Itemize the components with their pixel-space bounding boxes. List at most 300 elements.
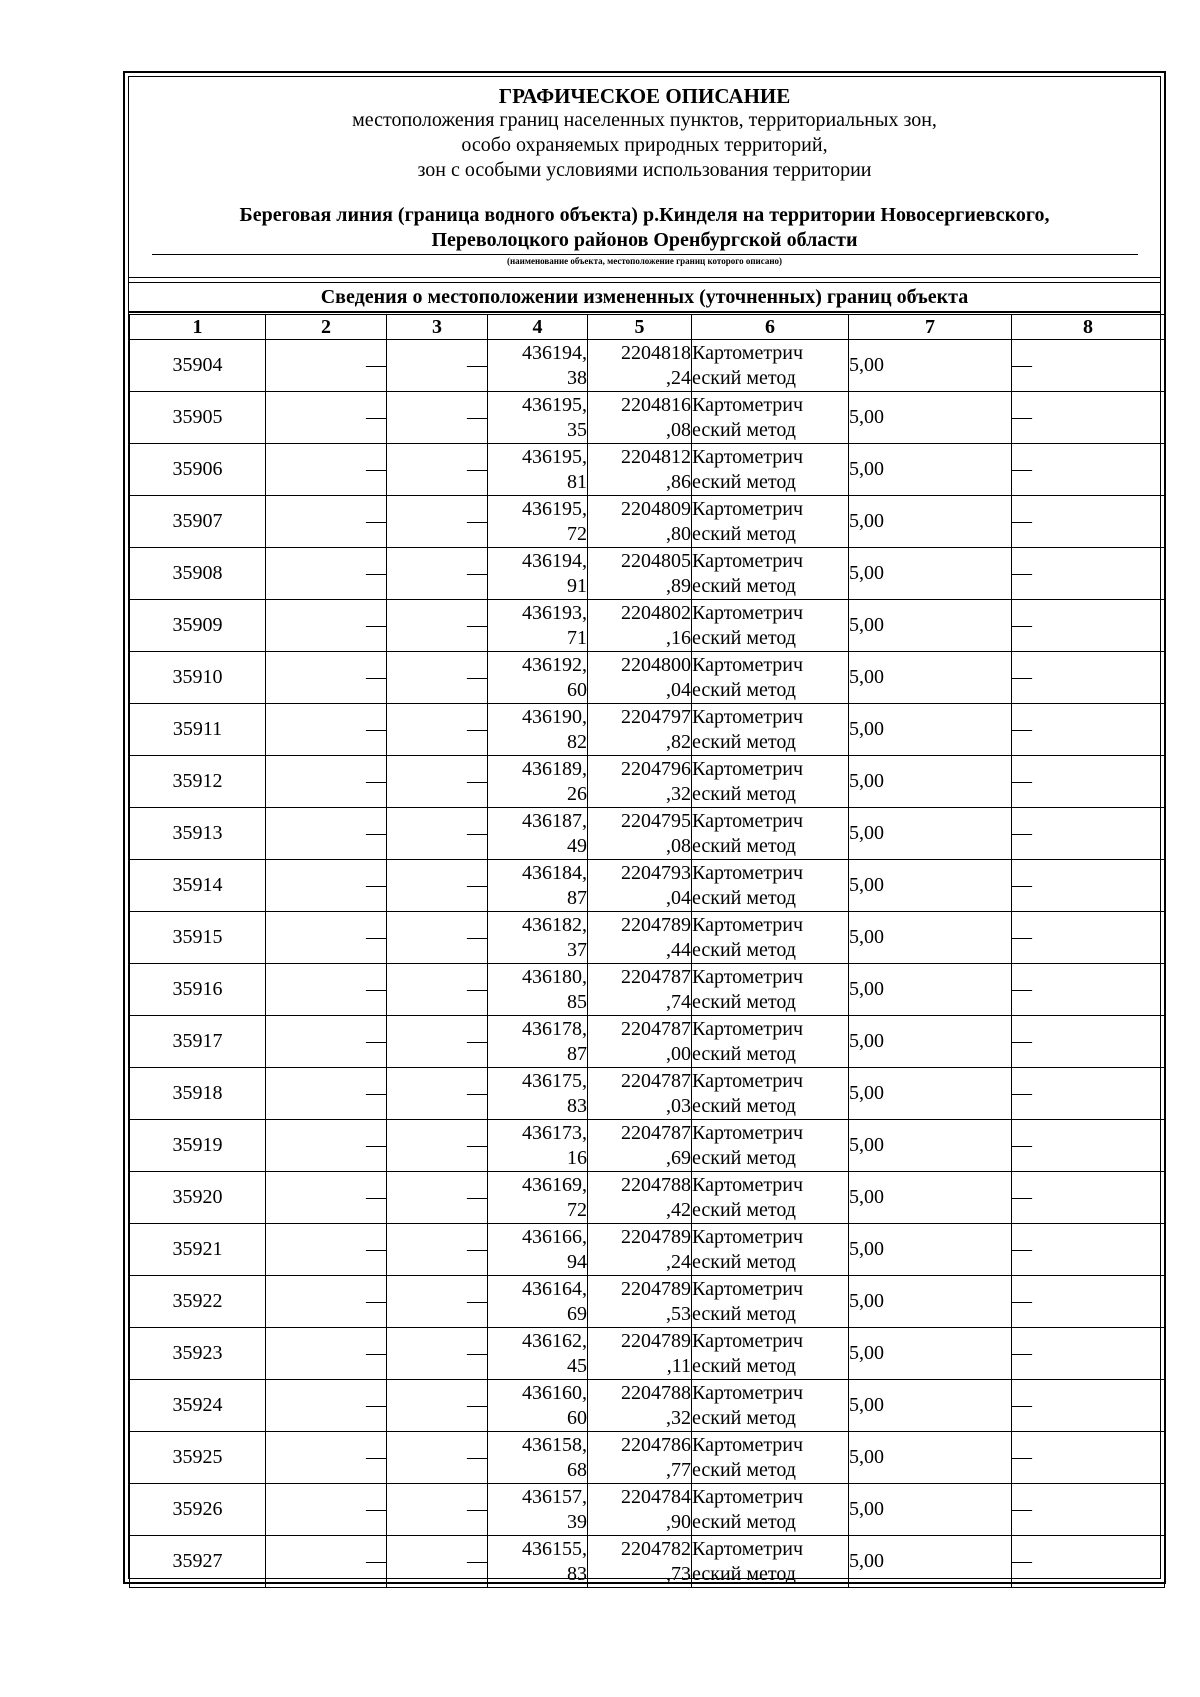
accuracy-cell: 5,00 [849,1276,1012,1328]
column-header-3: 3 [387,315,488,340]
method-cell [692,548,849,600]
column-3-cell: — [387,652,488,704]
y-coordinate-line-1: 2204787 [621,1121,691,1144]
x-coordinate-line-2: 49 [567,834,587,857]
x-coordinate-line-1: 436195, [522,445,587,468]
x-coordinate-line-1: 436187, [522,809,587,832]
point-number-cell: 35906 [130,444,266,496]
column-2-cell: — [266,756,387,808]
x-coordinate-cell [488,496,588,548]
x-coordinate-cell [488,392,588,444]
column-2-cell: — [266,1276,387,1328]
column-8-cell: — [1012,1172,1165,1224]
column-2-cell: — [266,1380,387,1432]
y-coordinate-line-2: ,73 [666,1562,691,1585]
method-line-1: Картометрич [692,913,804,936]
column-2-cell: — [266,860,387,912]
y-coordinate-line-2: ,77 [666,1458,691,1481]
column-3-cell: — [387,1016,488,1068]
x-coordinate-line-1: 436192, [522,653,587,676]
x-coordinate-line-1: 436184, [522,861,587,884]
column-8-cell: — [1012,964,1165,1016]
method-cell [692,1380,849,1432]
x-coordinate-line-1: 436193, [522,601,587,624]
table-row [130,600,1165,652]
y-coordinate-line-2: ,74 [666,990,691,1013]
column-2-cell: — [266,392,387,444]
column-3-cell: — [387,1484,488,1536]
y-coordinate-line-2: ,90 [666,1510,691,1533]
coordinates-table [129,314,1165,1588]
y-coordinate-line-2: ,80 [666,522,691,545]
x-coordinate-cell [488,1276,588,1328]
method-cell [692,1068,849,1120]
column-8-cell: — [1012,444,1165,496]
y-coordinate-cell [588,1120,692,1172]
y-coordinate-cell [588,1068,692,1120]
column-8-cell: — [1012,496,1165,548]
y-coordinate-line-2: ,04 [666,678,691,701]
table-body [130,340,1165,1588]
accuracy-cell: 5,00 [849,704,1012,756]
x-coordinate-line-2: 26 [567,782,587,805]
x-coordinate-line-2: 87 [567,1042,587,1065]
method-cell [692,1536,849,1588]
method-cell [692,1016,849,1068]
point-number-cell: 35918 [130,1068,266,1120]
x-coordinate-cell [488,964,588,1016]
y-coordinate-cell [588,444,692,496]
table-row [130,1172,1165,1224]
column-8-cell: — [1012,1380,1165,1432]
column-3-cell: — [387,808,488,860]
x-coordinate-line-2: 94 [567,1250,587,1273]
method-line-1: Картометрич [692,965,804,988]
method-line-2: еский метод [692,366,796,389]
y-coordinate-cell [588,1484,692,1536]
method-cell [692,704,849,756]
method-line-1: Картометрич [692,497,804,520]
y-coordinate-cell [588,1276,692,1328]
x-coordinate-line-1: 436195, [522,497,587,520]
column-8-cell: — [1012,1432,1165,1484]
x-coordinate-cell [488,1120,588,1172]
y-coordinate-cell [588,600,692,652]
y-coordinate-line-1: 2204787 [621,965,691,988]
point-number-cell: 35923 [130,1328,266,1380]
x-coordinate-line-1: 436160, [522,1381,587,1404]
x-coordinate-cell [488,444,588,496]
column-3-cell: — [387,704,488,756]
column-8-cell: — [1012,652,1165,704]
x-coordinate-cell [488,1536,588,1588]
x-coordinate-line-1: 436155, [522,1537,587,1560]
x-coordinate-cell [488,1224,588,1276]
method-line-2: еский метод [692,1094,796,1117]
point-number-cell: 35908 [130,548,266,600]
x-coordinate-cell [488,1328,588,1380]
subtitle-line-3: зон с особыми условиями использования территории [417,159,872,181]
column-2-cell: — [266,704,387,756]
method-line-2: еский метод [692,1458,796,1481]
y-coordinate-line-2: ,86 [666,470,691,493]
method-cell [692,1276,849,1328]
column-2-cell: — [266,912,387,964]
method-line-1: Картометрич [692,1277,804,1300]
method-cell [692,1120,849,1172]
document-frame [123,71,1166,1584]
method-line-1: Картометрич [692,809,804,832]
subtitle-line-1: местоположения границ населенных пунктов, территориальных зон, [352,109,937,131]
x-coordinate-line-2: 60 [567,1406,587,1429]
point-number-cell: 35915 [130,912,266,964]
y-coordinate-line-1: 2204802 [621,601,691,624]
column-3-cell: — [387,964,488,1016]
y-coordinate-line-1: 2204787 [621,1017,691,1040]
y-coordinate-line-2: ,08 [666,834,691,857]
accuracy-cell: 5,00 [849,1484,1012,1536]
x-coordinate-cell [488,1068,588,1120]
point-number-cell: 35922 [130,1276,266,1328]
accuracy-cell: 5,00 [849,496,1012,548]
column-3-cell: — [387,1120,488,1172]
x-coordinate-cell [488,652,588,704]
x-coordinate-cell [488,1484,588,1536]
method-line-1: Картометрич [692,393,804,416]
table-row [130,1536,1165,1588]
column-8-cell: — [1012,1328,1165,1380]
x-coordinate-line-2: 69 [567,1302,587,1325]
table-row [130,340,1165,392]
y-coordinate-line-1: 2204788 [621,1381,691,1404]
column-header-5: 5 [588,315,692,340]
method-cell [692,808,849,860]
column-3-cell: — [387,392,488,444]
y-coordinate-line-1: 2204789 [621,1277,691,1300]
accuracy-cell: 5,00 [849,1120,1012,1172]
accuracy-cell: 5,00 [849,756,1012,808]
x-coordinate-line-1: 436157, [522,1485,587,1508]
table-row [130,704,1165,756]
column-2-cell: — [266,548,387,600]
accuracy-cell: 5,00 [849,548,1012,600]
subtitle-line-2: особо охраняемых природных территорий, [461,134,828,156]
column-2-cell: — [266,496,387,548]
column-2-cell: — [266,1328,387,1380]
y-coordinate-line-1: 2204797 [621,705,691,728]
x-coordinate-cell [488,912,588,964]
method-line-1: Картометрич [692,549,804,572]
y-coordinate-line-2: ,03 [666,1094,691,1117]
y-coordinate-cell [588,548,692,600]
method-line-2: еский метод [692,1146,796,1169]
y-coordinate-cell [588,1224,692,1276]
table-row [130,652,1165,704]
y-coordinate-line-2: ,11 [666,1354,691,1377]
x-coordinate-cell [488,1380,588,1432]
y-coordinate-line-2: ,24 [666,1250,691,1273]
accuracy-cell: 5,00 [849,1432,1012,1484]
method-cell [692,1328,849,1380]
x-coordinate-cell [488,704,588,756]
x-coordinate-line-1: 436194, [522,549,587,572]
column-8-cell: — [1012,1224,1165,1276]
method-line-2: еский метод [692,418,796,441]
document-inner-frame [128,76,1161,1585]
accuracy-cell: 5,00 [849,340,1012,392]
column-header-2: 2 [266,315,387,340]
y-coordinate-line-1: 2204789 [621,1225,691,1248]
method-line-2: еский метод [692,678,796,701]
method-line-1: Картометрич [692,1225,804,1248]
y-coordinate-cell [588,808,692,860]
column-3-cell: — [387,1380,488,1432]
y-coordinate-line-1: 2204796 [621,757,691,780]
accuracy-cell: 5,00 [849,392,1012,444]
column-2-cell: — [266,1172,387,1224]
method-cell [692,1432,849,1484]
method-line-2: еский метод [692,938,796,961]
x-coordinate-line-2: 91 [567,574,587,597]
point-number-cell: 35919 [130,1120,266,1172]
column-2-cell: — [266,1016,387,1068]
table-row [130,756,1165,808]
y-coordinate-line-1: 2204789 [621,1329,691,1352]
accuracy-cell: 5,00 [849,652,1012,704]
accuracy-cell: 5,00 [849,1224,1012,1276]
column-3-cell: — [387,860,488,912]
column-header-8: 8 [1012,315,1165,340]
object-name-line-2: Переволоцкого районов Оренбургской области [431,229,858,251]
y-coordinate-line-1: 2204800 [621,653,691,676]
point-number-cell: 35917 [130,1016,266,1068]
y-coordinate-cell [588,496,692,548]
y-coordinate-cell [588,340,692,392]
y-coordinate-line-1: 2204786 [621,1433,691,1456]
column-3-cell: — [387,1276,488,1328]
method-cell [692,340,849,392]
x-coordinate-line-1: 436173, [522,1121,587,1144]
method-line-2: еский метод [692,522,796,545]
method-line-2: еский метод [692,1562,796,1585]
object-name-underline [152,254,1138,255]
x-coordinate-line-1: 436180, [522,965,587,988]
x-coordinate-line-1: 436169, [522,1173,587,1196]
method-cell [692,600,849,652]
accuracy-cell: 5,00 [849,912,1012,964]
column-2-cell: — [266,444,387,496]
object-caption: (наименование объекта, местоположение границ которого описано) [506,256,783,266]
point-number-cell: 35921 [130,1224,266,1276]
x-coordinate-line-2: 83 [567,1094,587,1117]
point-number-cell: 35909 [130,600,266,652]
column-header-4: 4 [488,315,588,340]
y-coordinate-line-2: ,24 [666,366,691,389]
table-row [130,1328,1165,1380]
x-coordinate-line-1: 436158, [522,1433,587,1456]
method-line-1: Картометрич [692,1069,804,1092]
method-line-2: еский метод [692,782,796,805]
point-number-cell: 35926 [130,1484,266,1536]
y-coordinate-cell [588,1432,692,1484]
column-3-cell: — [387,756,488,808]
point-number-cell: 35905 [130,392,266,444]
table-row [130,496,1165,548]
x-coordinate-line-1: 436162, [522,1329,587,1352]
column-8-cell: — [1012,912,1165,964]
method-cell [692,392,849,444]
method-cell [692,1172,849,1224]
table-row [130,1120,1165,1172]
accuracy-cell: 5,00 [849,1536,1012,1588]
point-number-cell: 35907 [130,496,266,548]
column-3-cell: — [387,548,488,600]
section-title: Сведения о местоположении измененных (уточненных) границ объекта [129,282,1160,313]
y-coordinate-cell [588,860,692,912]
y-coordinate-line-1: 2204793 [621,861,691,884]
point-number-cell: 35904 [130,340,266,392]
accuracy-cell: 5,00 [849,860,1012,912]
column-3-cell: — [387,444,488,496]
y-coordinate-line-1: 2204812 [621,445,691,468]
x-coordinate-line-2: 83 [567,1562,587,1585]
point-number-cell: 35911 [130,704,266,756]
y-coordinate-line-1: 2204782 [621,1537,691,1560]
table-row [130,1484,1165,1536]
method-line-2: еский метод [692,886,796,909]
x-coordinate-line-2: 87 [567,886,587,909]
x-coordinate-cell [488,548,588,600]
method-line-2: еский метод [692,1042,796,1065]
y-coordinate-line-2: ,89 [666,574,691,597]
y-coordinate-line-2: ,53 [666,1302,691,1325]
method-line-2: еский метод [692,574,796,597]
object-name [129,203,1160,253]
column-8-cell: — [1012,340,1165,392]
method-cell [692,1484,849,1536]
method-line-2: еский метод [692,1354,796,1377]
y-coordinate-line-1: 2204789 [621,913,691,936]
x-coordinate-line-2: 81 [567,470,587,493]
column-header-6: 6 [692,315,849,340]
column-2-cell: — [266,1432,387,1484]
table-row [130,1276,1165,1328]
y-coordinate-line-1: 2204816 [621,393,691,416]
y-coordinate-line-1: 2204788 [621,1173,691,1196]
x-coordinate-line-2: 37 [567,938,587,961]
column-2-cell: — [266,1484,387,1536]
point-number-cell: 35914 [130,860,266,912]
table-row [130,548,1165,600]
column-8-cell: — [1012,548,1165,600]
column-3-cell: — [387,1224,488,1276]
method-line-2: еский метод [692,626,796,649]
column-3-cell: — [387,600,488,652]
y-coordinate-line-2: ,16 [666,626,691,649]
column-8-cell: — [1012,756,1165,808]
y-coordinate-cell [588,1016,692,1068]
y-coordinate-line-2: ,82 [666,730,691,753]
method-line-1: Картометрич [692,1485,804,1508]
method-line-2: еский метод [692,990,796,1013]
x-coordinate-cell [488,860,588,912]
column-3-cell: — [387,912,488,964]
y-coordinate-line-1: 2204809 [621,497,691,520]
accuracy-cell: 5,00 [849,964,1012,1016]
column-2-cell: — [266,652,387,704]
column-3-cell: — [387,340,488,392]
column-2-cell: — [266,964,387,1016]
column-2-cell: — [266,600,387,652]
column-2-cell: — [266,1536,387,1588]
column-2-cell: — [266,1224,387,1276]
table-row [130,1016,1165,1068]
y-coordinate-line-2: ,08 [666,418,691,441]
x-coordinate-line-2: 16 [567,1146,587,1169]
accuracy-cell: 5,00 [849,1328,1012,1380]
y-coordinate-cell [588,964,692,1016]
point-number-cell: 35924 [130,1380,266,1432]
column-8-cell: — [1012,1120,1165,1172]
method-line-2: еский метод [692,1198,796,1221]
x-coordinate-cell [488,1016,588,1068]
method-line-2: еский метод [692,730,796,753]
x-coordinate-cell [488,340,588,392]
point-number-cell: 35910 [130,652,266,704]
method-cell [692,444,849,496]
point-number-cell: 35916 [130,964,266,1016]
y-coordinate-cell [588,704,692,756]
method-line-1: Картометрич [692,1017,804,1040]
point-number-cell: 35920 [130,1172,266,1224]
y-coordinate-cell [588,1380,692,1432]
method-line-1: Картометрич [692,445,804,468]
method-line-1: Картометрич [692,341,804,364]
column-header-1: 1 [130,315,266,340]
column-2-cell: — [266,1068,387,1120]
method-line-1: Картометрич [692,705,804,728]
object-name-line-1: Береговая линия (граница водного объекта) р.Кинделя на территории Новосергиевского, [239,204,1050,226]
column-2-cell: — [266,340,387,392]
table-row [130,860,1165,912]
column-2-cell: — [266,1120,387,1172]
method-line-1: Картометрич [692,1329,804,1352]
x-coordinate-line-2: 82 [567,730,587,753]
y-coordinate-line-2: ,69 [666,1146,691,1169]
x-coordinate-cell [488,1172,588,1224]
point-number-cell: 35913 [130,808,266,860]
column-3-cell: — [387,1068,488,1120]
y-coordinate-cell [588,392,692,444]
x-coordinate-line-2: 72 [567,522,587,545]
method-line-1: Картометрич [692,1433,804,1456]
method-cell [692,756,849,808]
column-3-cell: — [387,496,488,548]
accuracy-cell: 5,00 [849,1380,1012,1432]
method-line-1: Картометрич [692,1537,804,1560]
method-line-1: Картометрич [692,1121,804,1144]
y-coordinate-line-2: ,44 [666,938,691,961]
column-3-cell: — [387,1328,488,1380]
method-line-1: Картометрич [692,757,804,780]
table-row [130,444,1165,496]
x-coordinate-cell [488,600,588,652]
point-number-cell: 35912 [130,756,266,808]
table-row [130,808,1165,860]
table-row [130,1432,1165,1484]
column-3-cell: — [387,1172,488,1224]
column-8-cell: — [1012,808,1165,860]
